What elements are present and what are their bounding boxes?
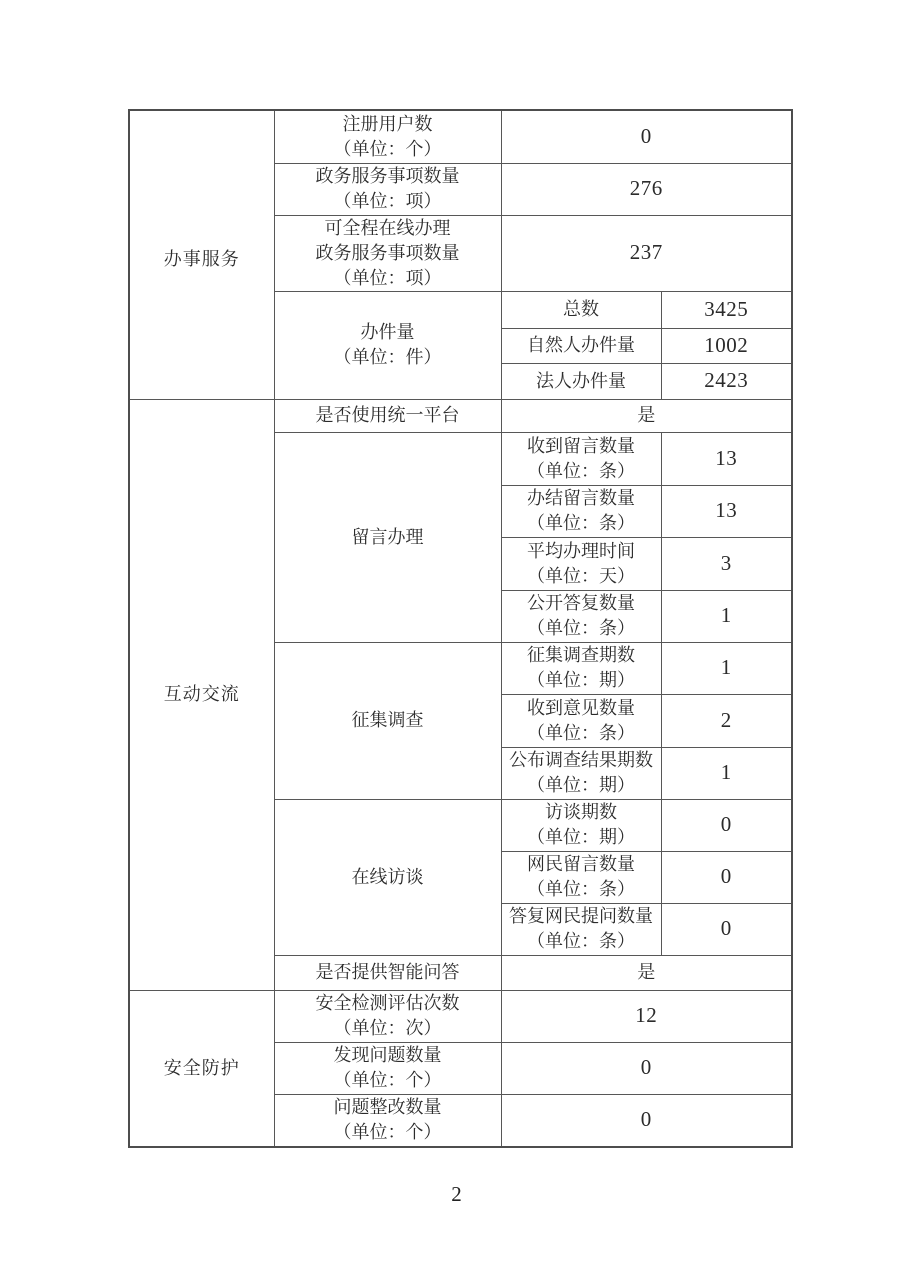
problems-found-value: 0 xyxy=(640,1055,652,1079)
cell-cases-total-value xyxy=(661,291,792,328)
cell-problems-rectified-value xyxy=(501,1094,792,1147)
cell-full-online-items-value xyxy=(501,215,792,291)
surveys-periods-unit: （单位：期） xyxy=(527,670,635,690)
cell-interviews-label xyxy=(274,799,501,955)
cell-full-online-items-label xyxy=(274,215,501,291)
surveys-periods-label: 征集调查期数 xyxy=(527,645,635,665)
messages-completed-unit: （单位：条） xyxy=(527,513,635,533)
messages-avg-time-value: 3 xyxy=(720,550,732,575)
interviews-messages-label: 网民留言数量 xyxy=(527,854,635,874)
problems-found-unit: （单位：个） xyxy=(333,1070,442,1090)
cell-messages-label xyxy=(274,432,501,642)
cell-problems-rectified-label xyxy=(274,1094,501,1147)
cell-problems-found-value xyxy=(501,1042,792,1094)
interviews-label: 在线访谈 xyxy=(351,866,424,887)
cell-unified-platform-label xyxy=(274,399,501,432)
cell-gov-service-items-value xyxy=(501,163,792,215)
messages-public-replies-value: 1 xyxy=(720,603,732,627)
surveys-results-value: 1 xyxy=(720,760,732,784)
cases-natural-value: 1002 xyxy=(704,332,749,357)
interviews-periods-label: 访谈期数 xyxy=(545,802,617,822)
cell-assessments-label xyxy=(274,990,501,1042)
interviews-periods-value: 0 xyxy=(720,812,732,836)
cell-cases-legal-label xyxy=(501,363,661,399)
interviews-messages-value: 0 xyxy=(720,864,732,888)
cases-label: 办件量 xyxy=(360,322,415,342)
messages-completed-value: 13 xyxy=(715,498,738,522)
group-label-security: 安全防护 xyxy=(163,1057,240,1078)
cell-gov-service-items-label xyxy=(274,163,501,215)
interviews-messages-unit: （单位：条） xyxy=(527,879,635,899)
full-online-items-line1: 可全程在线办理 xyxy=(324,217,451,238)
cell-cases-label xyxy=(274,291,501,399)
assessments-label: 安全检测评估次数 xyxy=(315,993,460,1013)
problems-found-label: 发现问题数量 xyxy=(333,1045,442,1065)
cell-cases-natural-label xyxy=(501,328,661,363)
cell-interviews-periods-value xyxy=(661,799,792,851)
full-online-items-line2: 政务服务事项数量 xyxy=(315,242,460,263)
smart-qa-value: 是 xyxy=(637,962,656,982)
assessments-unit: （单位：次） xyxy=(333,1018,442,1038)
interviews-replies-value: 0 xyxy=(720,916,732,940)
cell-messages-received-label xyxy=(501,432,661,485)
cell-surveys-results-value xyxy=(661,747,792,799)
messages-avg-time-label: 平均办理时间 xyxy=(527,540,635,561)
cell-messages-avg-time-value xyxy=(661,537,792,590)
surveys-periods-value: 1 xyxy=(720,655,732,679)
cell-cases-natural-value xyxy=(661,328,792,363)
cell-surveys-opinions-value xyxy=(661,694,792,747)
cell-surveys-label xyxy=(274,642,501,799)
surveys-results-label: 公布调查结果期数 xyxy=(509,750,653,770)
interviews-replies-label: 答复网民提问数量 xyxy=(509,906,653,926)
messages-avg-time-unit: （单位：天） xyxy=(527,565,635,586)
cell-assessments-value xyxy=(501,990,792,1042)
messages-received-value: 13 xyxy=(715,445,738,470)
cell-messages-public-replies-value xyxy=(661,590,792,642)
surveys-opinions-value: 2 xyxy=(720,707,732,732)
messages-received-label: 收到留言数量 xyxy=(527,435,635,456)
unified-platform-label: 是否使用统一平台 xyxy=(315,405,460,425)
group-cell-interaction xyxy=(129,399,274,990)
interviews-periods-unit: （单位：期） xyxy=(527,827,635,847)
cell-surveys-opinions-label xyxy=(501,694,661,747)
registered-users-value: 0 xyxy=(640,123,652,148)
gov-service-items-unit: （单位：项） xyxy=(333,191,442,211)
gov-service-items-label: 政务服务事项数量 xyxy=(315,166,460,186)
cell-interviews-messages-value xyxy=(661,851,792,903)
cell-registered-users-label xyxy=(274,110,501,163)
cases-total-label: 总数 xyxy=(563,299,599,319)
cell-smart-qa-label xyxy=(274,955,501,990)
surveys-opinions-label: 收到意见数量 xyxy=(527,697,635,718)
cell-interviews-replies-label xyxy=(501,903,661,955)
registered-users-label: 注册用户数 xyxy=(342,113,433,134)
cell-messages-received-value xyxy=(661,432,792,485)
assessments-value: 12 xyxy=(635,1003,658,1027)
messages-completed-label: 办结留言数量 xyxy=(527,488,635,508)
cell-registered-users-value xyxy=(501,110,792,163)
problems-rectified-value: 0 xyxy=(640,1107,652,1132)
unified-platform-value: 是 xyxy=(637,405,656,425)
cell-unified-platform-value xyxy=(501,399,792,432)
cases-legal-label: 法人办件量 xyxy=(536,370,626,391)
cell-cases-total-label xyxy=(501,291,661,328)
cases-legal-value: 2423 xyxy=(704,368,749,392)
surveys-results-unit: （单位：期） xyxy=(527,775,635,795)
cases-natural-label: 自然人办件量 xyxy=(527,335,635,355)
group-label-service: 办事服务 xyxy=(163,248,240,269)
cell-surveys-periods-value xyxy=(661,642,792,694)
surveys-opinions-unit: （单位：条） xyxy=(527,722,635,743)
report-table xyxy=(128,109,793,1148)
cases-unit: （单位：件） xyxy=(333,347,442,367)
messages-public-replies-label: 公开答复数量 xyxy=(527,593,635,613)
problems-rectified-unit: （单位：个） xyxy=(333,1122,442,1143)
messages-label: 留言办理 xyxy=(351,526,424,547)
cell-messages-avg-time-label xyxy=(501,537,661,590)
problems-rectified-label: 问题整改数量 xyxy=(333,1097,442,1118)
interviews-replies-unit: （单位：条） xyxy=(527,931,635,951)
cell-messages-completed-label xyxy=(501,485,661,537)
cell-surveys-periods-label xyxy=(501,642,661,694)
surveys-label: 征集调查 xyxy=(351,710,424,730)
group-cell-security xyxy=(129,990,274,1147)
full-online-items-unit: （单位：项） xyxy=(333,267,442,288)
cell-interviews-messages-label xyxy=(501,851,661,903)
cell-messages-public-replies-label xyxy=(501,590,661,642)
messages-public-replies-unit: （单位：条） xyxy=(527,618,635,638)
smart-qa-label: 是否提供智能问答 xyxy=(315,962,460,982)
cell-problems-found-label xyxy=(274,1042,501,1094)
group-cell-service xyxy=(129,110,274,399)
messages-received-unit: （单位：条） xyxy=(527,460,635,481)
cell-smart-qa-value xyxy=(501,955,792,990)
cases-total-value: 3425 xyxy=(704,296,749,321)
registered-users-unit: （单位：个） xyxy=(333,138,442,159)
cell-messages-completed-value xyxy=(661,485,792,537)
gov-service-items-value: 276 xyxy=(629,176,663,200)
group-label-interaction: 互动交流 xyxy=(163,684,240,704)
cell-interviews-periods-label xyxy=(501,799,661,851)
page-number: 2 xyxy=(451,1182,462,1206)
full-online-items-value: 237 xyxy=(629,240,663,264)
cell-surveys-results-label xyxy=(501,747,661,799)
cell-cases-legal-value xyxy=(661,363,792,399)
cell-interviews-replies-value xyxy=(661,903,792,955)
